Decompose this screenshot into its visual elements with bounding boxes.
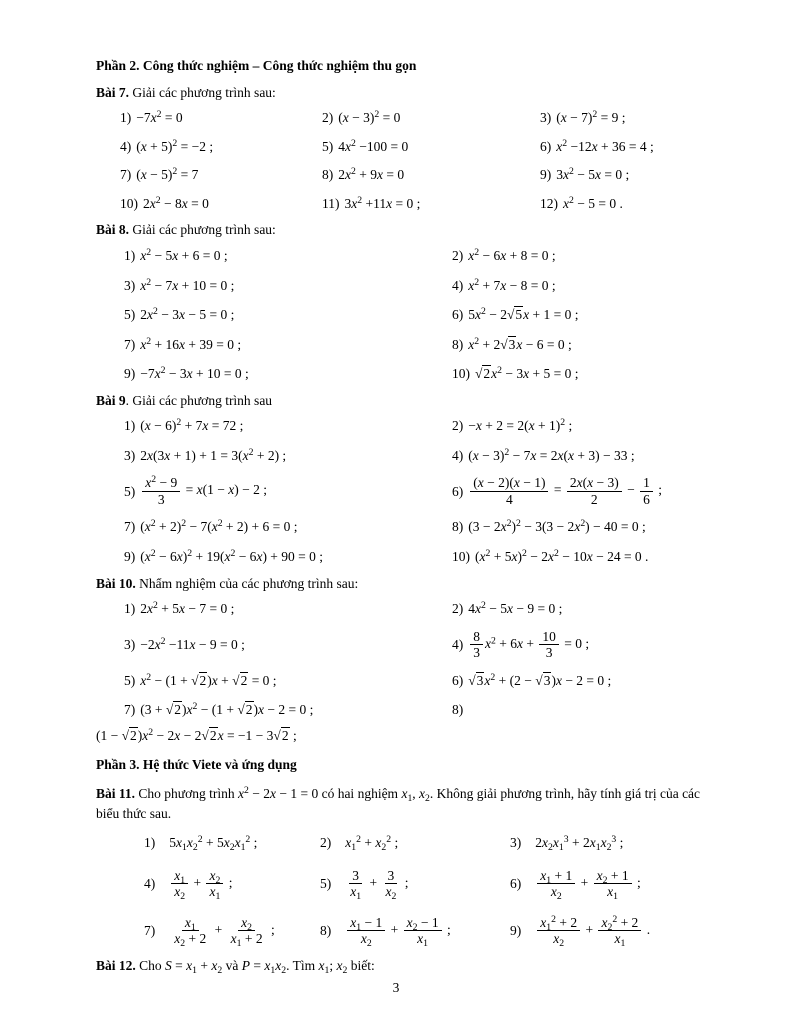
part2-heading: Phần 2. Công thức nghiệm – Công thức nghiệm thu gọn xyxy=(96,58,417,73)
item-number: 5) xyxy=(320,875,332,891)
bai12-text: Cho xyxy=(135,957,166,973)
equation-item xyxy=(452,416,704,436)
bai11-items xyxy=(144,833,704,950)
part3-heading: Phần 3. Hệ thức Viete và ứng dụng xyxy=(96,757,297,773)
item-expression: $2x(3x + 1) + 1 = 3(x^2 + 2)$ ; xyxy=(140,447,287,463)
equation-item xyxy=(144,914,320,950)
item-number: 3) xyxy=(510,835,522,851)
bai7-heading xyxy=(96,83,704,103)
item-number: 1) xyxy=(120,110,132,126)
equation-item xyxy=(124,335,452,355)
bai10-label: Bài 10. xyxy=(96,575,136,591)
item-number: 2) xyxy=(452,601,464,617)
item-number: 7) xyxy=(120,167,132,183)
item-expression: $(x - 3)^2 - 7x = 2x(x + 3) - 33$ ; xyxy=(468,447,635,463)
item-expression: $5x_1x_2^2 + 5x_2x_1^2$ ; xyxy=(169,834,258,854)
bai12-label: Bài 12. xyxy=(96,957,136,973)
bai8-items xyxy=(124,246,704,384)
item-number: 4) xyxy=(452,277,464,293)
equation-item xyxy=(452,599,704,619)
bai9-label: Bài 9 xyxy=(96,392,126,408)
equation-item xyxy=(124,599,452,619)
item-number: 9) xyxy=(510,922,522,938)
equation-item xyxy=(452,446,704,466)
item-expression: $\frac{x^2 - 9}{3}$ = x(1 − x) − 2 ; xyxy=(140,475,267,507)
bai12-text: và xyxy=(222,957,242,973)
bai7-items xyxy=(120,108,704,213)
equation-item xyxy=(452,364,704,384)
item-number: 9) xyxy=(124,366,136,382)
equation-item xyxy=(510,833,704,853)
bai11-math: $x_1$, $x_2$ xyxy=(401,786,430,804)
equation-item xyxy=(322,194,540,214)
equation-item xyxy=(124,635,452,655)
item-expression: $√3x^2 + (2 - √3)x - 2 = 0$ ; xyxy=(468,671,612,688)
item-number: 9) xyxy=(124,549,136,565)
equation-item xyxy=(124,671,452,691)
item-number: 7) xyxy=(124,336,136,352)
item-number: 5) xyxy=(124,307,136,323)
item-expression: $-2x^2 -11x - 9 = 0$ ; xyxy=(140,636,245,652)
bai11-label: Bài 11. xyxy=(96,786,136,801)
bai11-heading xyxy=(96,784,704,823)
item-expression: $4x^2 - 5x - 9 = 0$ ; xyxy=(468,600,563,617)
equation-item xyxy=(452,547,704,567)
equation-item xyxy=(124,446,452,466)
item-expression: $-7x^2 - 3x + 10 = 0$ ; xyxy=(140,365,249,382)
equation-item xyxy=(124,547,452,567)
item-expression: $\frac{x_1 + 1}{x_2}$ + $\frac{x_2 + 1}{x_1}$ ; xyxy=(535,868,640,900)
item-number: 3) xyxy=(124,636,136,652)
equation-item xyxy=(124,517,452,537)
equation-item xyxy=(452,475,704,507)
item-expression: $(3 + √2)x^2 - (1 + √2)x - 2 = 0$ ; xyxy=(140,701,314,718)
bai9-intro: . Giải các phương trình sau xyxy=(125,392,273,408)
bai7-intro: Giải các phương trình sau: xyxy=(129,84,276,100)
bai8-heading xyxy=(96,220,704,240)
item-number: 9) xyxy=(540,167,552,183)
equation-item xyxy=(322,108,540,128)
item-expression: $√2x^2 - 3x + 5 = 0$ ; xyxy=(475,365,579,382)
item-number: 2) xyxy=(320,835,332,851)
item-expression: $4x^2 -100 = 0$ xyxy=(338,137,409,154)
equation-item xyxy=(452,700,704,720)
item-expression: $(x + 5)^2 = -2$ ; xyxy=(136,137,214,154)
equation-item xyxy=(120,137,322,157)
equation-item xyxy=(322,165,540,185)
item-expression: $\frac{x_1}{x_2}$ + $\frac{x_2}{x_1}$ ; xyxy=(169,868,232,900)
item-number: 5) xyxy=(322,138,334,154)
item-number: 10) xyxy=(452,366,470,382)
item-number: 1) xyxy=(144,835,156,851)
bai11-text: Cho phương trình xyxy=(135,786,238,801)
equation-item xyxy=(144,867,320,903)
equation-item xyxy=(510,913,704,950)
item-expression: $\frac{(x - 2)(x - 1)}{4}$ = $\frac{2x(x - 3)}{2}$ − $\frac{1}{6}$ ; xyxy=(468,475,662,507)
equation-item xyxy=(120,108,322,128)
item-number: 1) xyxy=(124,418,136,434)
bai12-text: . Tìm xyxy=(286,957,319,973)
item-number: 8) xyxy=(322,167,334,183)
item-expression: $-7x^2 = 0$ xyxy=(136,109,183,126)
bai10-continuation: $(1 - √2)x^2 - 2x - 2√2x = -1 - 3√2$ ; xyxy=(96,727,297,743)
item-number: 3) xyxy=(540,110,552,126)
bai7-label: Bài 7. xyxy=(96,84,130,100)
item-number: 11) xyxy=(322,195,340,211)
bai10-intro: Nhẩm nghiệm của các phương trình sau: xyxy=(135,575,359,591)
equation-item xyxy=(320,867,510,903)
item-expression: $(x - 6)^2 + 7x = 72$ ; xyxy=(140,417,244,434)
item-expression: $(3 - 2x^2)^2 - 3(3 - 2x^2) - 40 = 0$ ; xyxy=(468,518,646,535)
item-number: 7) xyxy=(124,702,136,718)
bai11-text: . Không giải phương trình, hãy tính giá trị của các biểu thức sau. xyxy=(96,786,701,821)
item-expression: $(x - 5)^2 = 7$ xyxy=(136,166,199,183)
equation-item xyxy=(320,914,510,950)
item-expression: $\frac{x_1}{x_2 + 2}$ + $\frac{x_2}{x_1 + 2}$ ; xyxy=(174,914,275,950)
item-number: 7) xyxy=(124,519,136,535)
item-expression: $(x^2 + 2)^2 - 7(x^2 + 2) + 6 = 0$ ; xyxy=(140,518,298,535)
bai12-heading xyxy=(96,956,704,976)
item-number: 7) xyxy=(144,922,156,938)
item-expression: $3x^2 +11x = 0$ ; xyxy=(344,194,421,211)
item-number: 4) xyxy=(452,636,464,652)
equation-item xyxy=(452,629,704,661)
bai12-text: biết: xyxy=(347,957,375,973)
item-expression: $\frac{3}{x_1}$ + $\frac{3}{x_2}$ ; xyxy=(350,867,409,903)
bai11-text: có hai nghiệm xyxy=(318,786,402,801)
equation-item xyxy=(452,246,704,266)
item-expression: $x^2 + 2√3x - 6 = 0$ ; xyxy=(468,335,572,352)
item-number: 6) xyxy=(510,875,522,891)
equation-item xyxy=(124,276,452,296)
item-expression: $5x^2 - 2√5x + 1 = 0$ ; xyxy=(468,306,579,323)
equation-item xyxy=(452,517,704,537)
item-number: 6) xyxy=(452,307,464,323)
item-expression: $x^2 - (1 + √2)x + √2 = 0$ ; xyxy=(140,671,277,688)
item-expression: $2x^2 + 5x - 7 = 0$ ; xyxy=(140,600,235,617)
item-expression: $-x + 2 = 2(x + 1)^2$ ; xyxy=(468,417,573,434)
item-number: 1) xyxy=(124,247,136,263)
equation-item xyxy=(120,165,322,185)
equation-item xyxy=(452,305,704,325)
equation-item xyxy=(540,108,704,128)
bai8-intro: Giải các phương trình sau: xyxy=(129,222,276,238)
equation-item xyxy=(452,335,704,355)
item-expression: $x^2 + 7x - 8 = 0$ ; xyxy=(468,276,556,293)
equation-item xyxy=(124,475,452,507)
equation-item xyxy=(452,671,704,691)
item-number: 1) xyxy=(124,601,136,617)
bai11-math: $x^2 - 2x - 1 = 0$ xyxy=(237,785,319,801)
item-expression: $(x^2 + 5x)^2 - 2x^2 - 10x - 24 = 0$ . xyxy=(475,548,649,565)
equation-item xyxy=(120,194,322,214)
item-expression: $x^2 + 16x + 39 = 0$ ; xyxy=(140,335,242,352)
item-number: 6) xyxy=(452,483,464,499)
item-expression: $x^2 - 5x + 6 = 0$ ; xyxy=(140,247,228,263)
item-number: 8) xyxy=(320,922,332,938)
item-number: 5) xyxy=(124,483,136,499)
item-expression: $3x^2 - 5x = 0$ ; xyxy=(556,166,630,183)
item-number: 3) xyxy=(124,277,136,293)
bai10-heading xyxy=(96,574,704,594)
item-number: 10) xyxy=(120,195,138,211)
item-expression: $x^2 - 5 = 0$ . xyxy=(563,194,623,211)
item-number: 6) xyxy=(540,138,552,154)
item-expression: $(x - 7)^2 = 9$ ; xyxy=(556,109,626,126)
item-number: 6) xyxy=(452,672,464,688)
item-number: 2) xyxy=(452,247,464,263)
bai9-items xyxy=(124,416,704,566)
item-expression: $x^2 -12x + 36 = 4$ ; xyxy=(556,137,654,154)
item-expression: $2x^2 - 3x - 5 = 0$ ; xyxy=(140,306,235,323)
page-number: 3 xyxy=(392,980,400,996)
equation-item xyxy=(124,364,452,384)
item-number: 5) xyxy=(124,672,136,688)
bai12-math: $P = x_1x_2$ xyxy=(241,957,287,976)
item-number: 4) xyxy=(144,875,156,891)
item-expression: $\frac{x_1^2 + 2}{x_2}$ + $\frac{x_2^2 + 2}{x_1}$ . xyxy=(535,915,650,947)
equation-item xyxy=(452,276,704,296)
item-number: 12) xyxy=(540,195,558,211)
item-expression: $x_1^2 + x_2^2$ ; xyxy=(345,834,399,854)
item-number: 4) xyxy=(452,447,464,463)
item-expression: $x^2 - 7x + 10 = 0$ ; xyxy=(140,276,235,293)
equation-item xyxy=(322,137,540,157)
item-number: 8) xyxy=(452,702,464,718)
bai12-math: $x_1$; $x_2$ xyxy=(318,957,348,976)
item-number: 4) xyxy=(120,138,132,154)
bai9-heading xyxy=(96,391,704,411)
item-expression: $(x^2 - 6x)^2 + 19(x^2 - 6x) + 90 = 0$ ; xyxy=(140,548,324,565)
equation-item xyxy=(540,165,704,185)
equation-item xyxy=(540,137,704,157)
equation-item xyxy=(124,305,452,325)
item-expression: $2x^2 + 9x = 0$ xyxy=(338,166,405,183)
item-number: 3) xyxy=(124,447,136,463)
item-expression: $2x_2x_1^3 + 2x_1x_2^3$ ; xyxy=(535,834,624,854)
equation-item xyxy=(320,833,510,853)
item-number: 8) xyxy=(452,336,464,352)
equation-item xyxy=(124,700,452,720)
equation-item xyxy=(510,867,704,903)
item-expression: $2x^2 - 8x = 0$ xyxy=(143,194,209,211)
bai12-math: $S = x_1 + x_2$ xyxy=(165,957,223,976)
item-expression: $(x - 3)^2 = 0$ xyxy=(338,109,401,126)
item-expression: $\frac{x_1 - 1}{x_2}$ + $\frac{x_2 - 1}{x_1}$ ; xyxy=(345,915,450,947)
item-expression: $x^2 - 6x + 8 = 0$ ; xyxy=(468,247,556,263)
bai10-items xyxy=(124,599,704,720)
item-number: 2) xyxy=(322,110,334,126)
bai8-label: Bài 8. xyxy=(96,222,130,238)
equation-item xyxy=(124,416,452,436)
item-number: 10) xyxy=(452,549,470,565)
item-expression: $\frac{8}{3}$ $x^2 + 6x$ + $\frac{10}{3}$ = 0 ; xyxy=(468,629,589,661)
item-number: 2) xyxy=(452,418,464,434)
equation-item xyxy=(144,833,320,853)
equation-item xyxy=(540,194,704,214)
equation-item xyxy=(124,246,452,266)
item-number: 8) xyxy=(452,519,464,535)
